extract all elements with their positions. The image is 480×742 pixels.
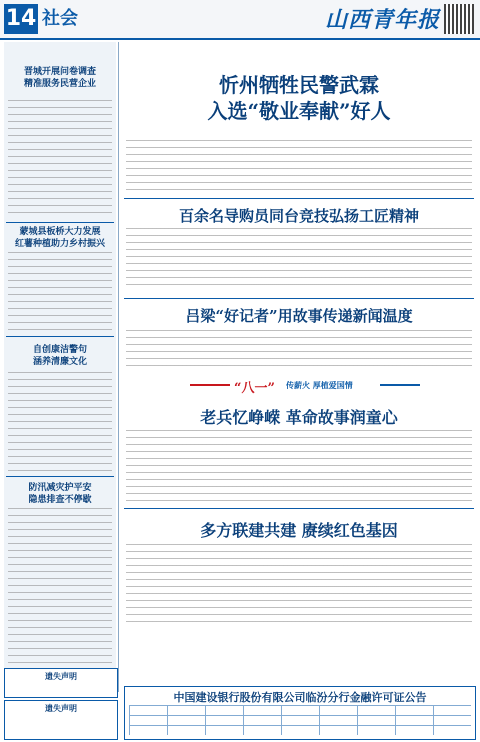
qr-code-icon [444, 4, 474, 34]
story5-title: 多方联建共建 赓续红色基因 [200, 521, 398, 540]
divider [6, 336, 114, 337]
story4-body [126, 430, 472, 502]
divider [124, 198, 474, 199]
left-story2-title: 蒙城县板桥大力发展 红薯种植助力乡村振兴 [14, 227, 105, 249]
story2-title: 百余名导购员同台竞技弘扬工匠精神 [178, 207, 419, 225]
left-story4-title: 防汛减灾护平安 隐患排查不停歇 [28, 483, 92, 505]
banner-rule [380, 384, 420, 386]
lost-notice-2 [4, 700, 118, 740]
bank-notice-table [129, 705, 471, 735]
left-story3-body [8, 372, 112, 472]
story3-title: 吕梁“好记者”用故事传递新闻温度 [185, 307, 413, 325]
left-story1-title: 晋城开展问卷调查 精准服务民营企业 [23, 67, 96, 89]
divider [6, 476, 114, 477]
section-name: 社会 [42, 8, 78, 29]
column-divider [118, 42, 119, 692]
lead-story-body [126, 140, 472, 192]
left-story3-title: 自创康洁警句 涵养清廉文化 [32, 345, 87, 367]
banner-sub-text: 传薪火 厚植爱国情 [286, 381, 353, 390]
divider [6, 222, 114, 223]
page-number: 14 [4, 4, 38, 34]
story4-title: 老兵忆峥嵘 革命故事润童心 [200, 408, 398, 427]
story5-body [126, 544, 472, 626]
banner-rule [190, 384, 230, 386]
left-story2-body [8, 252, 112, 332]
lost-notice-title: 遗失声明 [45, 672, 77, 681]
story3-body [126, 330, 472, 372]
divider [124, 298, 474, 299]
bank-license-notice [124, 686, 476, 740]
left-story4-body [8, 508, 112, 664]
divider [124, 508, 474, 509]
bank-notice-title: 中国建设银行股份有限公司临汾分行金融许可证公告 [173, 691, 427, 704]
section-banner [190, 375, 420, 395]
lead-title-line2: 入选“敬业奉献”好人 [207, 99, 391, 123]
masthead: 山西青年报 [324, 7, 440, 33]
lost-notice-title: 遗失声明 [45, 704, 77, 713]
left-story1-body [8, 100, 112, 218]
story2-body [126, 228, 472, 290]
banner-main-text: “八一” [234, 381, 275, 396]
lost-notice-1 [4, 668, 118, 698]
page-header [0, 0, 480, 40]
lead-title-line1: 忻州牺牲民警武霖 [219, 73, 379, 97]
